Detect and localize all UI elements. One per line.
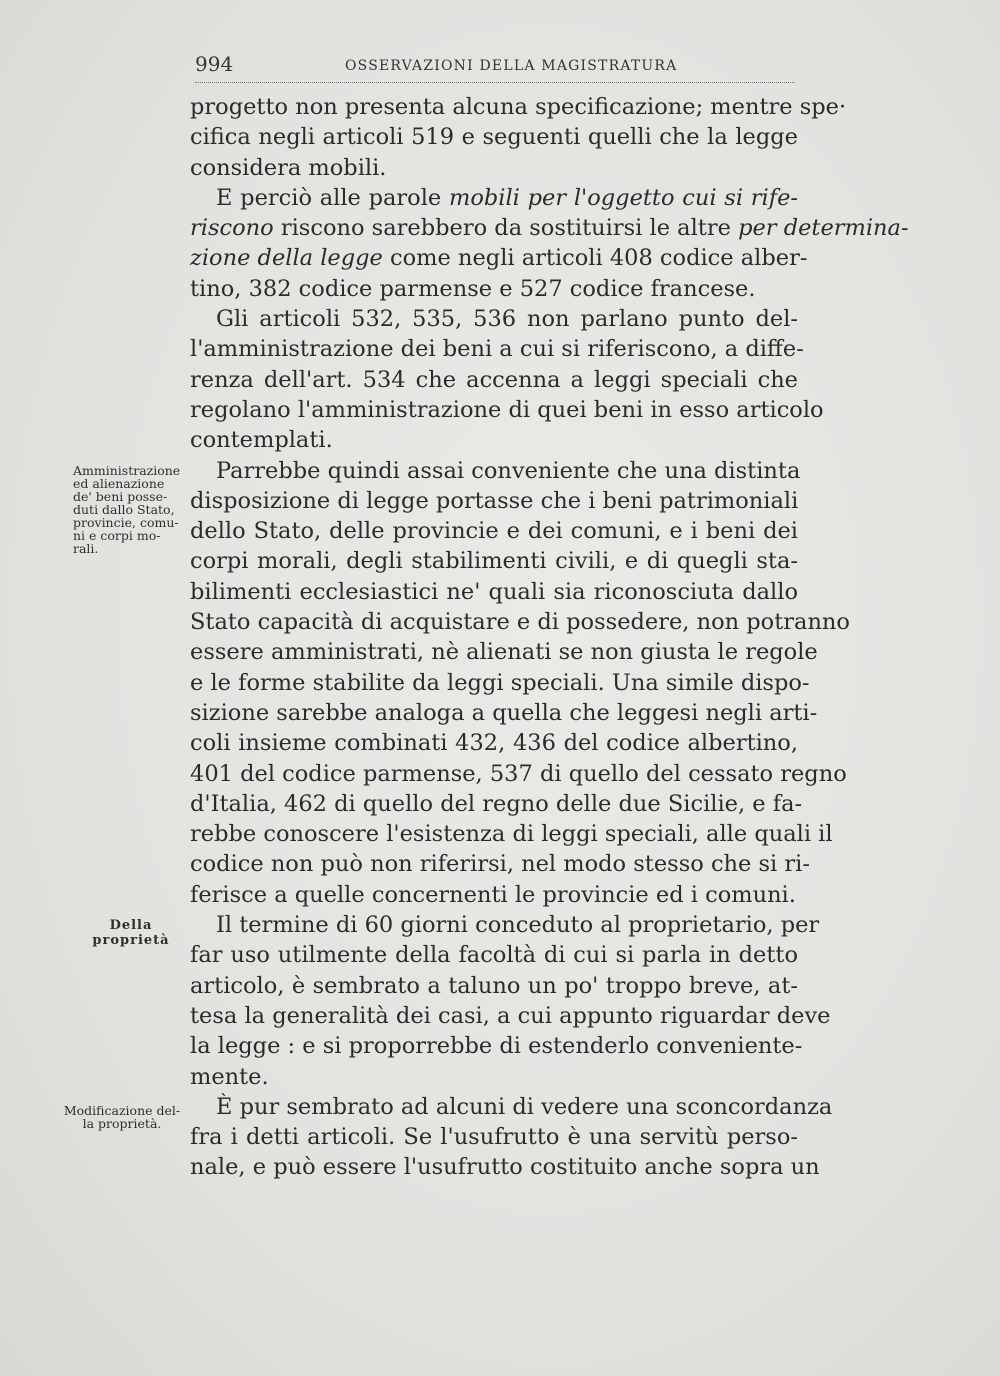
text-span: E perciò alle parole: [216, 184, 442, 211]
header-rule: [195, 82, 795, 83]
page-number: 994: [195, 52, 234, 76]
text-line: dello Stato, delle provincie e dei comuni, e i beni dei: [190, 518, 798, 545]
text-line: progetto non presenta alcuna specificazione; mentre spe·: [190, 94, 847, 120]
italic-span: riscono: [190, 215, 274, 242]
text-line: 401 del codice parmense, 537 di quello del cessato regno: [190, 760, 847, 787]
margin-note-line: proprietà: [92, 933, 170, 948]
page-header: [195, 52, 795, 86]
text-line: l'amministrazione dei beni a cui si riferiscono, a diffe-: [190, 336, 804, 363]
text-line: Parrebbe quindi assai conveniente che una distinta: [216, 457, 801, 484]
text-line: [190, 243, 808, 273]
text-line: tino, 382 codice parmense e 527 codice francese.: [190, 275, 756, 302]
text-line: considera mobili.: [190, 154, 387, 181]
text-line: la legge : e si proporrebbe di estenderlo conveniente-: [190, 1033, 803, 1060]
text-line: Stato capacità di acquistare e di possedere, non potranno: [190, 609, 850, 636]
text-line: mente.: [190, 1063, 269, 1090]
text-line: essere amministrati, nè alienati se non giusta le regole: [190, 639, 818, 666]
italic-span: zione della legge: [190, 245, 383, 272]
text-line: articolo, è sembrato a taluno un po' troppo breve, at-: [190, 972, 798, 999]
text-line: [190, 213, 909, 243]
margin-note-line: ed alienazione: [73, 476, 165, 491]
text-line: bilimenti ecclesiastici ne' quali sia riconosciuta dallo: [190, 578, 798, 605]
margin-note-line: rali.: [73, 541, 99, 556]
text-line: contemplati.: [190, 427, 333, 454]
margin-note-line: ni e corpi mo-: [73, 528, 161, 543]
text-line: e le forme stabilite da leggi speciali. Una simile dispo-: [190, 669, 810, 696]
text-span: riscono sarebbero da sostituirsi le altre: [280, 215, 731, 242]
text-line: tesa la generalità dei casi, a cui appunto riguardar deve: [190, 1002, 831, 1029]
text-line: È pur sembrato ad alcuni di vedere una sconcordanza: [216, 1093, 833, 1120]
italic-span: mobili per l'oggetto cui si rife-: [449, 184, 799, 211]
margin-note-line: duti dallo Stato,: [73, 502, 175, 517]
text-line: Gli articoli 532, 535, 536 non parlano punto del-: [216, 306, 798, 333]
body-text: [190, 92, 909, 1183]
margin-note-amministrazione: [73, 464, 185, 555]
text-line: Il termine di 60 giorni conceduto al proprietario, per: [216, 912, 820, 939]
italic-span: per determina-: [738, 215, 909, 242]
text-line: coli insieme combinati 432, 436 del codice albertino,: [190, 730, 798, 757]
text-line: rebbe conoscere l'esistenza di leggi speciali, alle quali il: [190, 821, 833, 848]
margin-note-line: Amministrazione: [73, 463, 181, 478]
margin-note-line: la proprietà.: [82, 1116, 162, 1131]
text-line: renza dell'art. 534 che accenna a leggi speciali che: [190, 366, 798, 393]
text-line: [190, 183, 798, 213]
margin-note-line: Della: [109, 918, 153, 933]
text-line: nale, e può essere l'usufrutto costituito anche sopra un: [190, 1154, 820, 1181]
running-title: OSSERVAZIONI DELLA MAGISTRATURA: [345, 58, 678, 74]
margin-note-line: de' beni posse-: [73, 489, 168, 504]
margin-note-della-proprieta: [75, 918, 187, 948]
text-line: corpi morali, degli stabilimenti civili, e di quegli sta-: [190, 548, 798, 575]
text-line: sizione sarebbe analoga a quella che leggesi negli arti-: [190, 699, 818, 726]
text-line: d'Italia, 462 di quello del regno delle due Sicilie, e fa-: [190, 790, 803, 817]
margin-note-line: Modificazione del-: [63, 1103, 181, 1118]
text-line: far uso utilmente della facoltà di cui si parla in detto: [190, 942, 798, 969]
text-line: codice non può non riferirsi, nel modo stesso che si ri-: [190, 851, 810, 878]
text-line: fra i detti articoli. Se l'usufrutto è una servitù perso-: [190, 1124, 798, 1151]
text-line: disposizione di legge portasse che i beni patrimoniali: [190, 487, 799, 514]
text-line: cifica negli articoli 519 e seguenti quelli che la legge: [190, 124, 798, 151]
margin-note-modificazione: [62, 1104, 182, 1130]
margin-note-line: provincie, comu-: [73, 515, 179, 530]
text-span: come negli articoli 408 codice alber-: [390, 245, 808, 272]
text-line: ferisce a quelle concernenti le provincie ed i comuni.: [190, 881, 796, 908]
text-line: regolano l'amministrazione di quei beni in esso articolo: [190, 396, 824, 423]
